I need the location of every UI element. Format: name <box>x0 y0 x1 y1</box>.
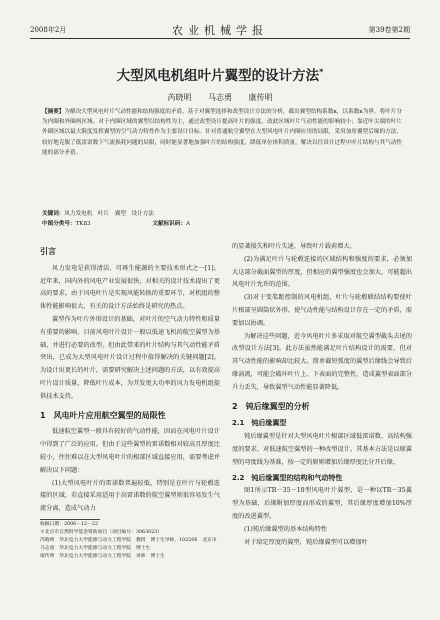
volume-issue: 第39卷第2期 <box>368 26 410 34</box>
footnote-author: 马志勇 华北电力大学能源与动力工程学院 博士生 <box>40 545 151 551</box>
paragraph: 为解决这些问题，近今风电叶片多采取对航空翼型截头去尾的改型设计方法[3]。此方法虽然能满足叶片结构设计的需要，但对其气动性能的影响却比较大。简单截短弧度的翼型后缘线会导致后缘涡流，可能会破坏叶片上、下表面的完整性，造成翼型表面部分升力丢失，导致翼型气动性能显著降低。 <box>232 332 412 391</box>
keywords-text: 风力发电机 叶片 翼型 设计方法 <box>64 211 154 217</box>
section-heading-1: 1 风电叶片应用航空翼型的局限性 <box>40 410 166 420</box>
author-name: 马志勇 <box>208 93 232 102</box>
running-header <box>30 22 410 36</box>
classification-line <box>42 219 402 229</box>
doc-code-value: A <box>185 221 191 227</box>
subsection-heading: 2.1 钝后缘翼型 <box>232 419 287 428</box>
abstract <box>42 107 402 158</box>
subsubsection-heading: (1)钝后缘翼型的基本结构特性 <box>244 525 328 533</box>
classification-label: 中图分类号： <box>42 221 76 227</box>
issue-date: 2008年2月 <box>30 26 67 34</box>
paragraph: 图1所示TR－35－10型风电叶片翼型，是一种以TR－35翼型为基础，后缘附加厚度而形成的翼型，其后缘厚度增加10%厚度的改进翼型。 <box>232 487 412 520</box>
keywords <box>42 209 402 219</box>
paragraph: 风力发电是获得清洁、可再生能源的主要技术形式之一[1]。近年来，国内外的风电产业发展很快，对相关的设计技术提出了更高的要求。由于风电叶片是实现风能转换的重要环节，对机组的整体性能影响很大，有关的设计方法始终是研究的热点。 <box>40 264 220 311</box>
abstract-label: 【摘要】 <box>42 109 65 115</box>
footnote-received: 收稿日期：2006－12－22 <box>40 521 98 527</box>
section-heading-intro: 引言 <box>40 247 56 256</box>
author-name: 康传明 <box>248 93 273 102</box>
doc-code-label: 文献标识码： <box>152 221 186 227</box>
header-rule <box>30 38 410 39</box>
section-heading-2: 2 钝后缘翼型的分析 <box>232 401 310 411</box>
right-column <box>232 241 412 549</box>
footnote-rule <box>40 519 100 520</box>
keywords-label: 关键词： <box>42 211 65 217</box>
author-name: 芮晓明 <box>167 93 192 102</box>
footnote-fund: ＊北京市自然科学基金资助项目（项目编号：3063023） <box>40 529 163 535</box>
paragraph: (3)对于变桨距控制的风电机组，叶片与轮毂联结结构要使叶片根部呈圆筒状外形，使气动性能与结构设计存在一定的矛盾，需要加以协调。 <box>232 294 412 327</box>
paragraph: 低速航空翼型一般具有较好的气动性能，因而在风电叶片设计中得到了广泛的应用。但由于这些翼型的雷诺数相对较高且厚度比较小，往往难以在大型风电叶片的根部区域直接应用，需要考虑并解决以下问题： <box>40 428 220 474</box>
classification-value: TK83 <box>75 221 91 227</box>
paragraph: 翼型作为叶片外形设计的基础，对叶片的空气动力特性和质量有重要的影响。目前风电叶片设计一般以低速飞机的航空翼型为基础，并进行必要的改型。但由此带来的叶片结构与其气动性能矛盾突出，已成为大型风电叶片设计过程中值得解决的关键问题[2]。为设计出更长的叶片，需要研究解决上述问题的方法，以有效提高叶片设计质量，降低叶片成本，为开发更大功率的风力发电机组提供技术支持。 <box>40 315 220 400</box>
author-list <box>0 92 440 103</box>
subsection-heading: 2.2 钝后缘翼型的结构和气动特性 <box>232 473 343 482</box>
paragraph: 钝后缘翼型是针对大型风电叶片根部区域低雷诺数、高结构强度的要求，对低速航空翼型的一种改型设计。其基本方法是以原翼型的弯度线为基准，按一定的原则增加后缘厚度比分开后缘。 <box>232 433 412 466</box>
footnote-author: 芮晓明 华北电力大学能源与动力工程学院 教授 博士生导师，102206 北京市 <box>40 537 217 543</box>
paper-title: 大型风电机组叶片翼型的设计方法* <box>116 67 324 84</box>
journal-name: 农业机械学报 <box>172 24 268 37</box>
paragraph: (2)为满足叶片与轮毂连接的区域结构和强度的要求，必须加大这部分截面翼型的厚度，但相应的翼型强度也会加大，可能超出风电叶片允许的范围。 <box>232 255 412 289</box>
paragraph: (1)大型风电叶片的雷诺数普遍较低，特别是在叶片与轮毂连接的区域，若直接采用适用于高雷诺数的航空翼型则很容易发生气流分离，造成气动力 <box>40 479 220 513</box>
left-column <box>40 240 220 561</box>
abstract-text: 为解决大型风电叶片气动性能和结构强度的矛盾，基于对翼型选择和改型设计方法的分析，截出翼型结构系数κ，以系数κ为界，将叶片分为内圈和外圈两区域。对于内圈区域的翼型以结构性为主，通过改型设计提高叶片的强度，改此区域叶片气动性能的影响较小；靠近叶尖端的叶片外圈区域以最大限度发挥翼型的空气动力特性作为主要设计目标。针对普通航空翼型在大型风电叶片内圈应用的局限，采用加厚翼型后缘的方法，较好地克服了低雷诺数下气流损耗问题的局限，同时能显著地加强叶片的结构强度，降低单位体积质量，解决以往设计过程中叶片结构与其气动性能的部分矛盾。 <box>42 109 402 156</box>
paragraph: 对于给定厚度的翼型，钝后缘翼型可以增加叶 <box>244 538 368 546</box>
footnote-author: 康传明 华北电力大学能源与动力工程学院 讲师 博士生 <box>40 553 165 559</box>
paragraph: 的显著损失和叶片失速，导致叶片载荷增大。 <box>232 243 356 250</box>
